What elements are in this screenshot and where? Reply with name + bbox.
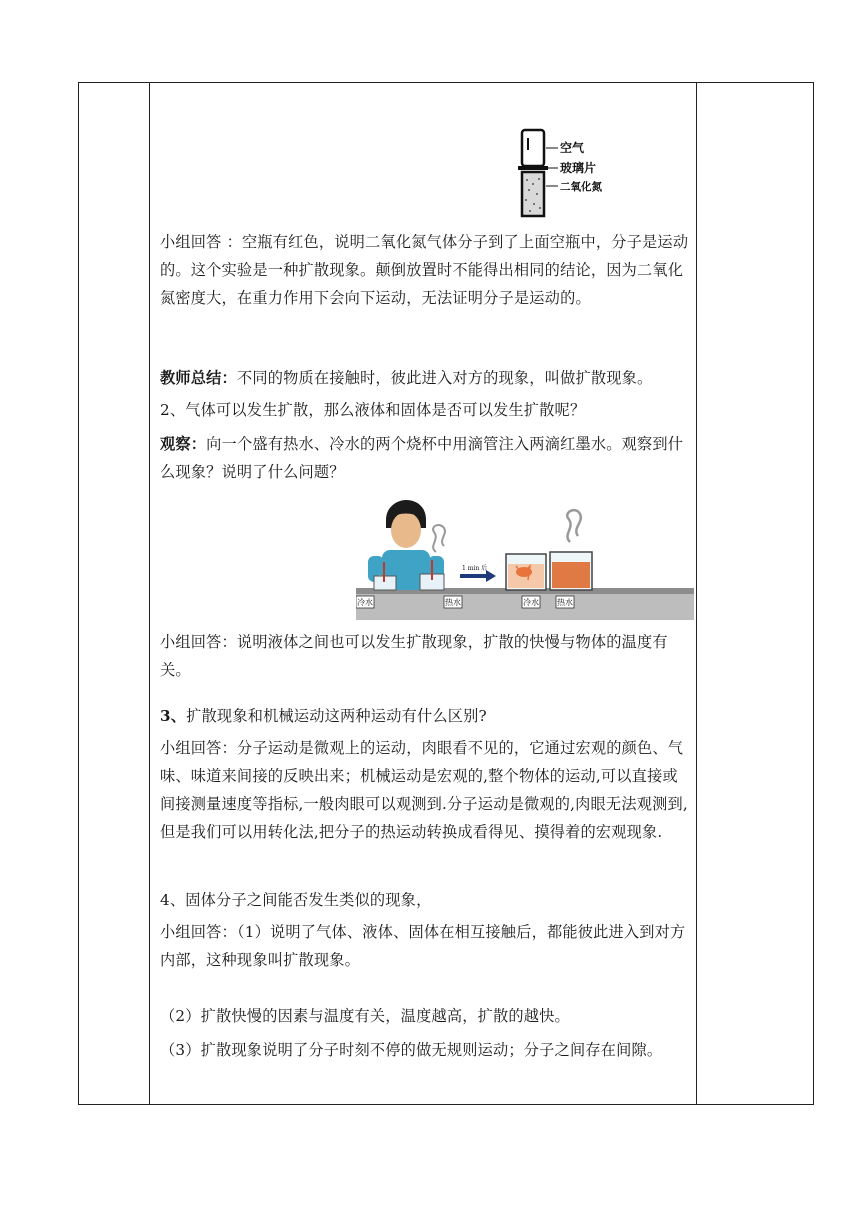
- gas-diffusion-figure: [518, 128, 638, 220]
- observation-label: 观察：: [160, 435, 207, 453]
- label-cold-right: 冷水: [523, 598, 539, 607]
- teacher-summary: [160, 364, 690, 392]
- liquid-diffusion-figure: [356, 500, 694, 620]
- group-answer-3: 小组回答：分子运动是微观上的运动，肉眼看不见的，它通过宏观的颜色、气味、味道来间接的反映出来；机械运动是宏观的,整个物体的运动,可以直接或间接测量速度等指标,一般肉眼可以观测到.分子运动是微观的,肉眼无法观测到,但是我们可以用转化法,把分子的热运动转换成看得见、摸得着的宏观现象.: [160, 739, 688, 841]
- conclusion-3: （3）扩散现象说明了分子时刻不停的做无规则运动；分子之间存在间隙。: [160, 1041, 663, 1059]
- question-3-number: 3、: [160, 707, 187, 725]
- column-divider-2: [696, 83, 697, 1104]
- group-answer-2: 小组回答：说明液体之间也可以发生扩散现象，扩散的快慢与物体的温度有关。: [160, 633, 668, 679]
- label-hot-right: 热水: [557, 598, 573, 607]
- label-air: 空气: [560, 141, 585, 155]
- label-glass: 玻璃片: [560, 161, 597, 175]
- question-2: 2、气体可以发生扩散，那么液体和固体是否可以发生扩散呢？: [160, 401, 586, 419]
- conclusion-2: （2）扩散快慢的因素与温度有关，温度越高，扩散的越快。: [160, 1007, 570, 1025]
- label-hot-left: 热水: [445, 598, 461, 607]
- question-4: 4、固体分子之间能否发生类似的现象，: [160, 891, 432, 909]
- teacher-summary-label: 教师总结：: [160, 369, 237, 387]
- question-3-text: 扩散现象和机械运动这两种运动有什么区别?: [186, 707, 487, 725]
- label-cold-left: 冷水: [357, 598, 373, 607]
- teacher-summary-text: 不同的物质在接触时，彼此进入对方的现象，叫做扩散现象。: [236, 369, 653, 387]
- observation: [160, 430, 690, 486]
- group-answer-4: 小组回答：（1）说明了气体、液体、固体在相互接触后，都能彼此进入到对方内部，这种现象叫扩散现象。: [160, 923, 686, 969]
- label-one-minute: 1 min 后: [462, 565, 488, 572]
- label-no2: 二氧化氮: [560, 181, 602, 193]
- observation-text: 向一个盛有热水、冷水的两个烧杯中用滴管注入两滴红墨水。观察到什么现象？说明了什么问题？: [160, 435, 684, 481]
- group-answer-1: 小组回答 ：空瓶有红色，说明二氧化氮气体分子到了上面空瓶中，分子是运动的。这个实验是一种扩散现象。颠倒放置时不能得出相同的结论，因为二氧化氮密度大，在重力作用下会向下运动，无法证明分子是运动的。: [160, 233, 689, 307]
- column-divider-1: [149, 83, 150, 1104]
- question-3: [160, 702, 690, 730]
